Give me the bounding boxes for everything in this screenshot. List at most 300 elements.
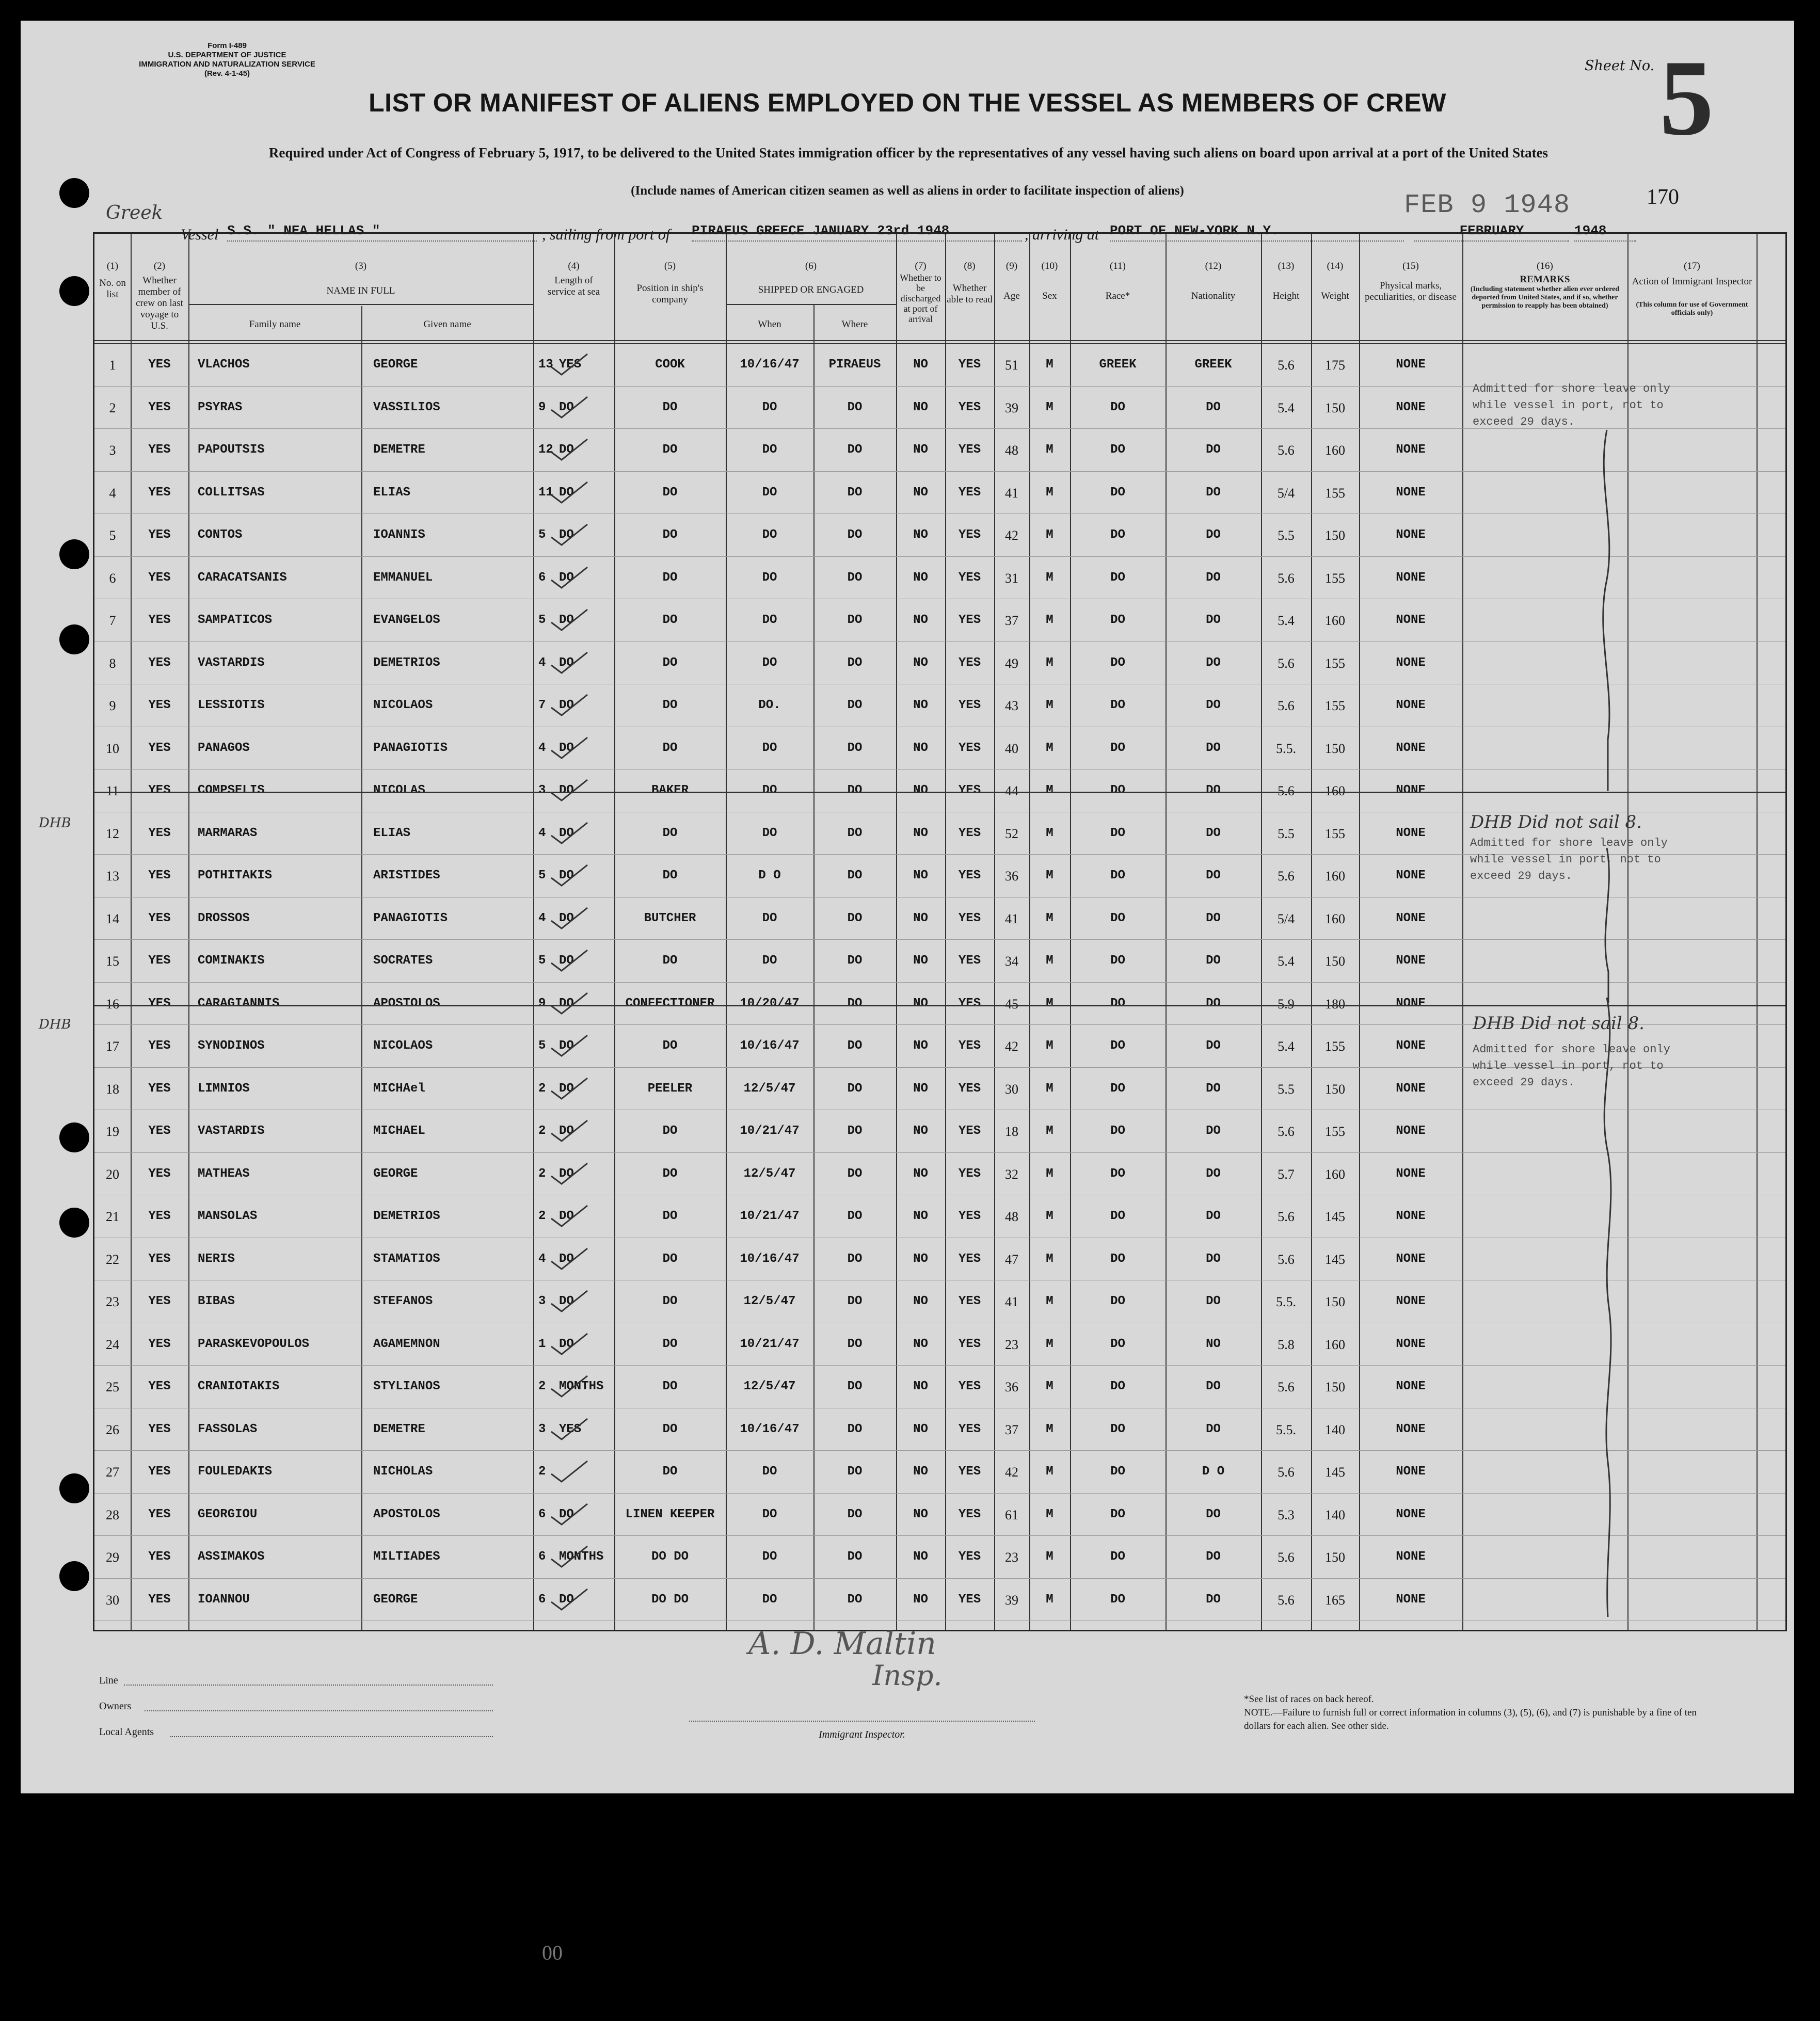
cell-age: 18: [1005, 1124, 1018, 1139]
cell-race: DO: [1110, 997, 1125, 1011]
cell-svc2: DO: [559, 826, 574, 840]
punch-hole: [59, 1122, 89, 1152]
greek-margin-note: Greek: [106, 202, 163, 223]
cell-ht: 5.6: [1278, 571, 1295, 586]
col-weight-header: Weight: [1321, 291, 1349, 301]
cell-marks: NONE: [1396, 997, 1426, 1011]
cell-no: 27: [106, 1465, 119, 1480]
cell-ht: 5.5.: [1276, 1294, 1296, 1309]
cell-crew: YES: [148, 1167, 171, 1181]
cell-ht: 5.5: [1278, 528, 1295, 543]
cell-wt: 150: [1325, 741, 1345, 756]
cell-no: 15: [106, 954, 119, 969]
cell-where: DO: [847, 528, 863, 542]
check-mark-icon: [549, 948, 590, 973]
cell-svc2: DO: [559, 1082, 574, 1096]
cell-race: DO: [1110, 613, 1125, 627]
cell-no: 16: [106, 997, 119, 1012]
row-rule: [94, 1450, 1785, 1451]
check-mark-icon: [549, 1033, 590, 1058]
cell-age: 42: [1005, 1039, 1018, 1054]
cell-disch: NO: [913, 571, 928, 585]
cell-age: 48: [1005, 1209, 1018, 1224]
cell-read: YES: [958, 1252, 981, 1266]
cell-nat: DO: [1206, 656, 1221, 670]
cell-svc: 12: [538, 443, 553, 457]
cell-family: NERIS: [198, 1252, 235, 1266]
cell-no: 24: [106, 1337, 119, 1352]
cell-no: 14: [106, 911, 119, 926]
cell-crew: YES: [148, 1507, 171, 1521]
cell-where: DO: [847, 1380, 863, 1393]
form-identifier: [103, 41, 351, 78]
cell-sex: M: [1046, 997, 1053, 1011]
cell-where: DO: [847, 1337, 863, 1351]
cell-sex: M: [1046, 1209, 1053, 1223]
cell-age: 36: [1005, 869, 1018, 884]
cell-crew: YES: [148, 571, 171, 585]
remark-line: Admitted for shore leave only: [1473, 382, 1670, 395]
cell-read: YES: [958, 1380, 981, 1393]
cell-age: 47: [1005, 1252, 1018, 1267]
cell-disch: NO: [913, 1593, 928, 1607]
cell-given: NICOLAOS: [373, 1039, 433, 1053]
cell-svc: 2: [538, 1465, 546, 1479]
cell-ht: 5.6: [1278, 1593, 1295, 1608]
cell-nat: DO: [1206, 400, 1221, 414]
cell-disch: NO: [913, 656, 928, 670]
cell-family: VASTARDIS: [198, 656, 265, 670]
cell-no: 11: [106, 783, 119, 798]
service-name: IMMIGRATION AND NATURALIZATION SERVICE: [139, 60, 315, 69]
cell-ht: 5.6: [1278, 358, 1295, 373]
col1-num: (1): [106, 261, 119, 271]
cell-where: DO: [847, 1465, 863, 1479]
cell-no: 20: [106, 1167, 119, 1182]
cell-ht: 5.6: [1278, 783, 1295, 798]
cell-nat: GREEK: [1194, 358, 1232, 372]
check-mark-icon: [549, 1416, 590, 1442]
remark-line: exceed 29 days.: [1473, 1076, 1575, 1089]
cell-pos: DO: [662, 528, 678, 542]
cell-given: PANAGIOTIS: [373, 741, 448, 755]
cell-ht: 5.9: [1278, 997, 1295, 1012]
cell-where: DO: [847, 1550, 863, 1564]
cell-where: DO: [847, 613, 863, 627]
cell-pos: DO: [662, 1294, 678, 1308]
cell-marks: NONE: [1396, 1167, 1426, 1181]
cell-nat: DO: [1206, 486, 1221, 500]
cell-pos: LINEN KEEPER: [625, 1507, 715, 1521]
cell-family: CARAGIANNIS: [198, 997, 280, 1011]
cell-sex: M: [1046, 1124, 1053, 1138]
cell-no: 18: [106, 1082, 119, 1097]
cell-age: 39: [1005, 400, 1018, 415]
cell-family: COMINAKIS: [198, 954, 265, 968]
cell-given: ELIAS: [373, 486, 411, 500]
cell-when: 12/5/47: [743, 1082, 796, 1096]
col16-num: (16): [1537, 261, 1553, 271]
cell-nat: DO: [1206, 1252, 1221, 1266]
cell-race: DO: [1110, 826, 1125, 840]
cell-family: PARASKEVOPOULOS: [198, 1337, 310, 1351]
table-row: [94, 741, 1785, 762]
col14-num: (14): [1327, 261, 1344, 271]
cell-age: 49: [1005, 656, 1018, 671]
cell-family: PAPOUTSIS: [198, 443, 265, 457]
col4-num: (4): [568, 261, 580, 271]
cell-nat: DO: [1206, 1422, 1221, 1436]
col3-num: (3): [355, 261, 367, 271]
cell-age: 36: [1005, 1380, 1018, 1394]
cell-race: DO: [1110, 1209, 1125, 1223]
col-when-header: When: [758, 319, 781, 330]
cell-where: PIRAEUS: [828, 358, 881, 372]
cell-crew: YES: [148, 1465, 171, 1479]
cell-given: EVANGELOS: [373, 613, 440, 627]
footer-agents-label: Local Agents: [99, 1726, 154, 1738]
cell-where: DO: [847, 826, 863, 840]
table-row: [94, 1167, 1785, 1188]
cell-race: GREEK: [1099, 358, 1137, 372]
cell-crew: YES: [148, 1209, 171, 1223]
cell-wt: 150: [1325, 1380, 1345, 1394]
cell-sex: M: [1046, 1550, 1053, 1564]
cell-svc2: DO: [559, 1039, 574, 1053]
cell-race: DO: [1110, 1082, 1125, 1096]
cell-crew: YES: [148, 997, 171, 1011]
cell-read: YES: [958, 1167, 981, 1181]
cell-disch: NO: [913, 1167, 928, 1181]
cell-family: BIBAS: [198, 1294, 235, 1308]
cell-wt: 150: [1325, 954, 1345, 969]
cell-read: YES: [958, 1082, 981, 1096]
cell-ht: 5.6: [1278, 1465, 1295, 1480]
cell-crew: YES: [148, 911, 171, 925]
check-mark-icon: [549, 650, 590, 676]
cell-family: VLACHOS: [198, 358, 250, 372]
cell-ht: 5.4: [1278, 1039, 1295, 1054]
cell-nat: DO: [1206, 1550, 1221, 1564]
cell-read: YES: [958, 358, 981, 372]
department: U.S. DEPARTMENT OF JUSTICE: [168, 51, 286, 59]
cell-given: APOSTOLOS: [373, 1507, 440, 1521]
table-row: [94, 571, 1785, 591]
cell-pos: DO: [662, 486, 678, 500]
cell-no: 9: [109, 698, 116, 713]
punch-hole: [59, 1473, 89, 1503]
cell-sex: M: [1046, 1465, 1053, 1479]
remark-line: Admitted for shore leave only: [1470, 837, 1668, 849]
cell-svc2: DO: [559, 954, 574, 968]
cell-family: MATHEAS: [198, 1167, 250, 1181]
col7-num: (7): [915, 261, 927, 271]
table-row: [94, 783, 1785, 804]
strikethrough-line: [94, 1005, 1785, 1006]
col-discharge-header: Whether to be discharged at port of arrival: [900, 272, 941, 324]
cell-marks: NONE: [1396, 826, 1426, 840]
cell-sex: M: [1046, 358, 1053, 372]
cell-where: DO: [847, 1039, 863, 1053]
cell-svc: 2: [538, 1167, 546, 1181]
cell-svc2: MONTHS: [559, 1380, 604, 1393]
cell-given: GEORGE: [373, 1167, 418, 1181]
cell-svc: 4: [538, 741, 546, 755]
cell-given: NICOLAS: [373, 783, 425, 797]
cell-race: DO: [1110, 1294, 1125, 1308]
col6-num: (6): [805, 261, 817, 271]
cell-crew: YES: [148, 1294, 171, 1308]
cell-disch: NO: [913, 358, 928, 372]
cell-read: YES: [958, 400, 981, 414]
cell-read: YES: [958, 783, 981, 797]
bottom-mark: 00: [542, 1941, 563, 1964]
check-mark-icon: [549, 692, 590, 718]
cell-when: DO: [762, 486, 777, 500]
remark-shore-leave: [1473, 1041, 1670, 1091]
row-rule: [94, 471, 1785, 472]
cell-given: NICHOLAS: [373, 1465, 433, 1479]
cell-sex: M: [1046, 1337, 1053, 1351]
ditto-line: [1594, 848, 1620, 1003]
cell-sex: M: [1046, 400, 1053, 414]
cell-nat: DO: [1206, 741, 1221, 755]
cell-pos: DO: [662, 571, 678, 585]
table-row: [94, 358, 1785, 378]
cell-disch: NO: [913, 1294, 928, 1308]
cell-family: CRANIOTAKIS: [198, 1380, 280, 1393]
cell-crew: YES: [148, 1337, 171, 1351]
cell-family: POTHITAKIS: [198, 869, 273, 883]
cell-ht: 5.6: [1278, 1252, 1295, 1267]
remark-shore-leave: [1473, 381, 1670, 430]
cell-svc: 2: [538, 1124, 546, 1138]
cell-nat: DO: [1206, 1167, 1221, 1181]
cell-svc: 5: [538, 528, 546, 542]
cell-age: 43: [1005, 698, 1018, 713]
punch-hole: [59, 624, 89, 654]
cell-ht: 5.3: [1278, 1507, 1295, 1522]
cell-where: DO: [847, 1294, 863, 1308]
cell-disch: NO: [913, 1550, 928, 1564]
cell-given: DEMETRE: [373, 443, 425, 457]
cell-given: STAMATIOS: [373, 1252, 440, 1266]
cell-crew: YES: [148, 1082, 171, 1096]
cell-age: 61: [1005, 1507, 1018, 1522]
cell-sex: M: [1046, 911, 1053, 925]
cell-pos: DO: [662, 1380, 678, 1393]
cell-pos: DO: [662, 698, 678, 712]
cell-pos: DO: [662, 1252, 678, 1266]
cell-given: MICHAel: [373, 1082, 425, 1096]
remark-line: while vessel in port, not to: [1473, 399, 1664, 412]
cell-nat: DO: [1206, 1294, 1221, 1308]
cell-when: D O: [758, 869, 781, 883]
cell-where: DO: [847, 698, 863, 712]
col8-num: (8): [964, 261, 976, 271]
date-stamp: FEB 9 1948: [1404, 190, 1571, 220]
cell-wt: 150: [1325, 1550, 1345, 1565]
cell-sex: M: [1046, 869, 1053, 883]
cell-wt: 155: [1325, 826, 1345, 841]
cell-race: DO: [1110, 1124, 1125, 1138]
cell-given: DEMETRE: [373, 1422, 425, 1436]
remark-shore-leave: [1470, 835, 1668, 885]
cell-ht: 5.5: [1278, 1082, 1295, 1097]
cell-crew: YES: [148, 486, 171, 500]
cell-svc2: DO: [559, 1507, 574, 1521]
cell-crew: YES: [148, 656, 171, 670]
sailing-from: PIRAEUS GREECE JANUARY 23rd 1948: [692, 223, 1022, 242]
cell-svc2: DO: [559, 486, 574, 500]
cell-marks: NONE: [1396, 1082, 1426, 1096]
cell-svc: 11: [538, 486, 553, 500]
cell-crew: YES: [148, 443, 171, 457]
table-row: [94, 1252, 1785, 1273]
cell-crew: YES: [148, 1422, 171, 1436]
cell-where: DO: [847, 1167, 863, 1181]
check-mark-icon: [549, 990, 590, 1016]
check-mark-icon: [549, 1544, 590, 1569]
cell-svc2: DO: [559, 656, 574, 670]
arrival-year: 1948: [1574, 223, 1636, 242]
cell-where: DO: [847, 869, 863, 883]
cell-wt: 150: [1325, 400, 1345, 415]
remark-line: while vessel in port, not to: [1473, 1060, 1664, 1072]
cell-read: YES: [958, 1124, 981, 1138]
cell-where: DO: [847, 1593, 863, 1607]
cell-family: PSYRAS: [198, 400, 243, 414]
arrival-month: FEBRUARY: [1414, 223, 1569, 242]
cell-when: DO: [762, 1550, 777, 1564]
cell-ht: 5.5: [1278, 826, 1295, 841]
cell-read: YES: [958, 997, 981, 1011]
cell-family: SAMPATICOS: [198, 613, 273, 627]
cell-read: YES: [958, 656, 981, 670]
cell-wt: 155: [1325, 1124, 1345, 1139]
cell-marks: NONE: [1396, 869, 1426, 883]
col-given-header: Given name: [423, 319, 471, 330]
table-row: [94, 1550, 1785, 1570]
cell-svc: 5: [538, 954, 546, 968]
cell-sex: M: [1046, 783, 1053, 797]
cell-when: DO.: [758, 698, 781, 712]
cell-given: SOCRATES: [373, 954, 433, 968]
cell-when: DO: [762, 1507, 777, 1521]
col-family-header: Family name: [249, 319, 301, 330]
table-row: [94, 1337, 1785, 1358]
cell-pos: DO: [662, 613, 678, 627]
cell-given: DEMETRIOS: [373, 656, 440, 670]
cell-svc: 13: [538, 358, 553, 372]
cell-given: GEORGE: [373, 358, 418, 372]
cell-wt: 160: [1325, 869, 1345, 884]
cell-age: 37: [1005, 1422, 1018, 1437]
cell-when: DO: [762, 911, 777, 925]
cell-pos: DO: [662, 656, 678, 670]
cell-nat: DO: [1206, 1039, 1221, 1053]
row-rule: [94, 556, 1785, 557]
cell-when: 10/21/47: [740, 1124, 800, 1138]
include-note: (Include names of American citizen seamen as well as aliens in order to facilitate inspection of aliens): [631, 184, 1184, 198]
cell-where: DO: [847, 400, 863, 414]
page-subtitle: Required under Act of Congress of February 5, 1917, to be delivered to the United States immigration officer by the representatives of any vessel having such aliens on board upon arrival at a port of the United States: [268, 145, 1548, 161]
col-name-header: NAME IN FULL: [326, 285, 395, 296]
cell-wt: 145: [1325, 1209, 1345, 1224]
cell-when: DO: [762, 954, 777, 968]
cell-given: ELIAS: [373, 826, 411, 840]
cell-svc2: DO: [559, 528, 574, 542]
cell-race: DO: [1110, 1593, 1125, 1607]
footer-agents-field: [170, 1735, 493, 1737]
cell-when: DO: [762, 783, 777, 797]
remark-line: while vessel in port, not to: [1470, 853, 1661, 866]
table-row: [94, 954, 1785, 974]
cell-marks: NONE: [1396, 911, 1426, 925]
check-mark-icon: [549, 479, 590, 505]
vessel-label: Vessel: [181, 226, 219, 243]
cell-when: 10/16/47: [740, 358, 800, 372]
cell-wt: 140: [1325, 1422, 1345, 1437]
did-not-sail-note: DHB Did not sail 8.: [1470, 812, 1642, 832]
check-mark-icon: [549, 437, 590, 462]
header-divider: [94, 340, 1785, 341]
cell-when: DO: [762, 1465, 777, 1479]
cell-read: YES: [958, 826, 981, 840]
cell-family: VASTARDIS: [198, 1124, 265, 1138]
inspector-signature-line: [689, 1720, 1035, 1722]
penalty-note: NOTE.—Failure to furnish full or correct information in columns (3), (5), (6), and (7) is punishable by a fine of ten dollars for each alien. See other side.: [1244, 1707, 1697, 1731]
table-row: [94, 1124, 1785, 1145]
cell-where: DO: [847, 1507, 863, 1521]
cell-crew: YES: [148, 1252, 171, 1266]
page-title: LIST OR MANIFEST OF ALIENS EMPLOYED ON THE VESSEL AS MEMBERS OF CREW: [369, 88, 1446, 117]
cell-svc2: DO: [559, 1209, 574, 1223]
cell-sex: M: [1046, 1422, 1053, 1436]
cell-pos: DO: [662, 869, 678, 883]
table-row: [94, 656, 1785, 677]
punch-hole: [59, 276, 89, 306]
cell-ht: 5.5.: [1276, 1422, 1296, 1437]
cell-nat: DO: [1206, 911, 1221, 925]
cell-race: DO: [1110, 869, 1125, 883]
check-mark-icon: [549, 522, 590, 548]
cell-wt: 175: [1325, 358, 1345, 373]
cell-given: STYLIANOS: [373, 1380, 440, 1393]
cell-when: DO: [762, 571, 777, 585]
cell-where: DO: [847, 741, 863, 755]
footer-owners-field: [145, 1709, 493, 1711]
cell-read: YES: [958, 1593, 981, 1607]
cell-disch: NO: [913, 1209, 928, 1223]
ditto-line: [1591, 430, 1622, 1617]
col-read-header: Whether able to read: [947, 283, 993, 305]
cell-race: DO: [1110, 656, 1125, 670]
check-mark-icon: [549, 1288, 590, 1314]
cell-where: DO: [847, 1422, 863, 1436]
cell-sex: M: [1046, 1380, 1053, 1393]
col5-num: (5): [664, 261, 676, 271]
cell-svc2: MONTHS: [559, 1550, 604, 1564]
cell-ht: 5/4: [1277, 911, 1295, 926]
cell-age: 42: [1005, 1465, 1018, 1480]
cell-race: DO: [1110, 1550, 1125, 1564]
cell-svc2: DO: [559, 571, 574, 585]
check-mark-icon: [549, 1501, 590, 1527]
cell-ht: 5.4: [1278, 613, 1295, 628]
cell-marks: NONE: [1396, 486, 1426, 500]
races-footnote: *See list of races on back hereof.: [1244, 1694, 1374, 1705]
